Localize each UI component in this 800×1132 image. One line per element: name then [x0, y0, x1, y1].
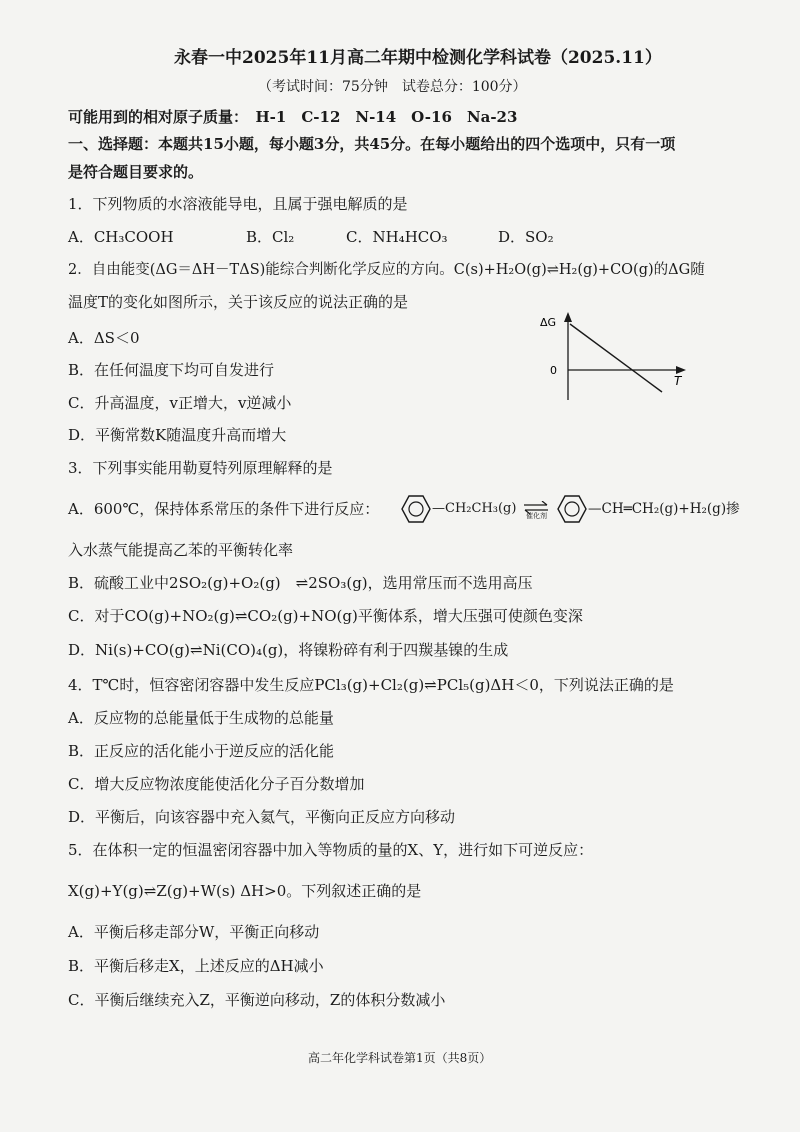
q2-option-b: B．在任何温度下均可自发进行 — [68, 361, 275, 379]
benzene-ring-icon — [400, 494, 432, 524]
section-heading-line1: 一、选择题：本题共15小题，每小题3分，共45分。在每小题给出的四个选项中，只有一项 — [68, 135, 676, 153]
benzene-ring-icon-2 — [556, 494, 588, 524]
q3-option-b: B．硫酸工业中2SO₂(g)+O₂(g) ⇌2SO₃(g)，选用常压而不选用高压 — [68, 574, 533, 592]
q3-option-c: C．对于CO(g)+NO₂(g)⇌CO₂(g)+NO(g)平衡体系，增大压强可使颜色变深 — [68, 607, 583, 625]
q3-ethylbenzene-group: —CH₂CH₃(g) — [432, 501, 517, 516]
q3-option-d: D．Ni(s)+CO(g)⇌Ni(CO)₄(g)，将镍粉碎有利于四羰基镍的生成 — [68, 641, 509, 659]
q3-styrene-group: —CH═CH₂(g)+H₂(g)掺 — [588, 501, 740, 517]
q1-option-d: D．SO₂ — [498, 228, 554, 246]
graph-x-label: T — [674, 374, 682, 388]
graph-y-label: ΔG — [540, 316, 557, 329]
q1-option-a: A．CH₃COOH — [68, 228, 174, 246]
atomic-masses: 可能用到的相对原子质量： H-1 C-12 N-14 O-16 Na-23 — [68, 108, 518, 126]
q2-stem-line1: 2．自由能变(ΔG＝ΔH－TΔS)能综合判断化学反应的方向。C(s)+H₂O(g)⇌H₂(g)+CO(g)的ΔG随 — [68, 262, 705, 278]
exam-subtitle: （考试时间：75分钟 试卷总分：100分） — [258, 79, 527, 95]
q2-option-c: C．升高温度，v正增大，v逆减小 — [68, 394, 292, 412]
q4-option-b: B．正反应的活化能小于逆反应的活化能 — [68, 742, 335, 760]
q5-stem-line2: X(g)+Y(g)⇌Z(g)+W(s) ΔH>0。下列叙述正确的是 — [68, 882, 422, 900]
q2-option-d: D．平衡常数K随温度升高而增大 — [68, 426, 287, 444]
q2-option-a: A．ΔS＜0 — [68, 329, 140, 347]
q1-stem: 1．下列物质的水溶液能导电，且属于强电解质的是 — [68, 195, 408, 213]
q4-stem: 4．T℃时，恒容密闭容器中发生反应PCl₃(g)+Cl₂(g)⇌PCl₅(g)ΔH＜0，下列说法正确的是 — [68, 676, 674, 694]
q3-option-a-prefix: A．600℃，保持体系常压的条件下进行反应： — [68, 500, 380, 518]
q1-option-b: B．Cl₂ — [246, 228, 295, 246]
graph-origin-label: 0 — [550, 364, 557, 377]
graph-y-arrow — [564, 312, 572, 322]
q5-option-b: B．平衡后移走X，上述反应的ΔH减小 — [68, 957, 324, 975]
q5-option-a: A．平衡后移走部分W，平衡正向移动 — [68, 923, 320, 941]
q4-option-d: D．平衡后，向该容器中充入氦气，平衡向正反应方向移动 — [68, 808, 456, 826]
q3-option-a-line2: 入水蒸气能提高乙苯的平衡转化率 — [68, 541, 294, 559]
q4-option-a: A．反应物的总能量低于生成物的总能量 — [68, 709, 334, 727]
catalyst-label: 催化剂 — [526, 512, 547, 520]
q3-stem: 3．下列事实能用勒夏特列原理解释的是 — [68, 459, 333, 477]
q4-option-c: C．增大反应物浓度能使活化分子百分数增加 — [68, 775, 365, 793]
q5-option-c: C．平衡后继续充入Z，平衡逆向移动，Z的体积分数减小 — [68, 991, 446, 1009]
q1-option-c: C．NH₄HCO₃ — [346, 228, 448, 246]
q2-stem-line2: 温度T的变化如图所示，关于该反应的说法正确的是 — [68, 293, 409, 311]
graph-x-arrow — [676, 366, 686, 374]
q2-delta-g-graph — [530, 310, 700, 405]
section-heading-line2: 是符合题目要求的。 — [68, 163, 204, 181]
q5-stem-line1: 5．在体积一定的恒温密闭容器中加入等物质的量的X、Y，进行如下可逆反应： — [68, 841, 594, 859]
exam-title: 永春一中2025年11月高二年期中检测化学科试卷（2025.11） — [174, 48, 662, 68]
graph-delta-g-line — [570, 324, 662, 392]
page-footer: 高二年化学科试卷第1页（共8页） — [308, 1051, 492, 1065]
